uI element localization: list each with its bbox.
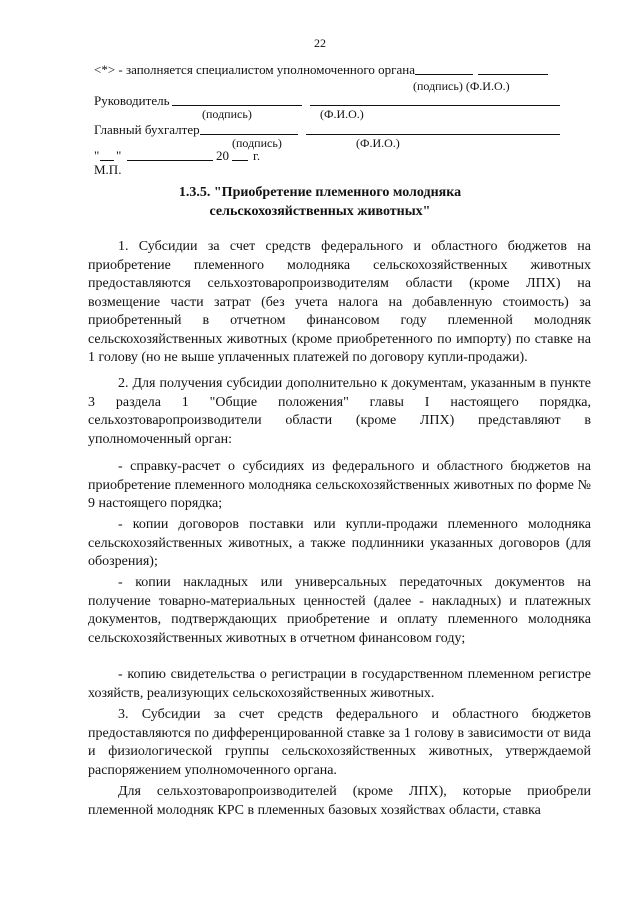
- list-item-contracts: - копии договоров поставки или купли-продажи племенного молодняка сельскохозяйственных животных, а также подлинники указанных договоров (для обозрения);: [88, 517, 591, 569]
- date-day-line: [100, 160, 114, 161]
- signature-blank-line: [415, 74, 473, 75]
- accountant-signature-caption: (подпись): [232, 136, 282, 150]
- paragraph-2: 2. Для получения субсидии дополнительно к документам, указанным в пункте 3 раздела 1 "Общие положения" главы I настоящего порядка, сельхозтоваропроизводители области (кроме ЛПХ) представляют в уполномоченный орган:: [88, 376, 591, 447]
- accountant-label: Главный бухгалтер: [94, 122, 200, 137]
- head-name-line: [310, 105, 560, 106]
- date-quote-close: ": [116, 148, 122, 163]
- accountant-name-line: [306, 134, 560, 135]
- date-quote-open: ": [94, 148, 100, 163]
- list-item-form-9: - справку-расчет о субсидиях из федерального и областного бюджетов на приобретение племенного молодняка сельскохозяйственных животных по форме № 9 настоящего порядка;: [88, 459, 591, 511]
- date-year-prefix: 20: [216, 148, 229, 163]
- head-name-caption: (Ф.И.О.): [320, 107, 364, 121]
- date-year-suffix: г.: [253, 148, 261, 163]
- head-label: Руководитель: [94, 93, 170, 108]
- head-signature-line: [172, 105, 302, 106]
- date-year-line: [232, 160, 248, 161]
- note-captions: (подпись) (Ф.И.О.): [413, 79, 510, 93]
- specialist-note: <*> - заполняется специалистом уполномоченного органа: [94, 62, 415, 77]
- paragraph-rate-note: Для сельхозтоваропроизводителей (кроме ЛПХ), которые приобрели племенной молодняк КРС в племенных базовых хозяйствах области, ставка: [88, 784, 591, 818]
- accountant-signature-line: [200, 134, 298, 135]
- stamp-place: М.П.: [94, 162, 122, 177]
- paragraph-3: 3. Субсидии за счет средств федерального и областного бюджетов предоставляются по дифференцированной ставке за 1 голову в зависимости от вида и физиологической группы сельскохозяйственных животных, утверждаемой распоряжением уполномоченного органа.: [88, 707, 591, 778]
- head-signature-caption: (подпись): [202, 107, 252, 121]
- section-title-line1: 1.3.5. "Приобретение племенного молодняка: [178, 185, 462, 200]
- page-number: 22: [314, 36, 326, 50]
- list-item-invoices: - копии накладных или универсальных передаточных документов на получение товарно-материальных ценностей (далее - накладных) и платежных документов, подтверждающих приобретение и оплату племенного молодняка сельскохозяйственных животных в отчетном финансовом году;: [88, 575, 591, 646]
- accountant-name-caption: (Ф.И.О.): [356, 136, 400, 150]
- section-title-line2: сельскохозяйственных животных": [209, 204, 431, 219]
- paragraph-1: 1. Субсидии за счет средств федерального и областного бюджетов на приобретение племенного молодняка сельскохозяйственных животных предоставляются сельхозтоваропроизводителям области (кроме ЛПХ) на возмещение части затрат (без учета налога на добавленную стоимость) за приобретенный в отчетном финансовом году племенной молодняк сельскохозяйственных животных (кроме приобретенного по импорту) по ставке на 1 голову (но не выше уплаченных платежей по договору купли-продажи).: [88, 239, 591, 365]
- name-blank-line: [478, 74, 548, 75]
- list-item-registry-certificate: - копию свидетельства о регистрации в государственном племенном регистре хозяйств, реализующих сельскохозяйственных животных.: [88, 667, 591, 701]
- date-month-line: [127, 160, 213, 161]
